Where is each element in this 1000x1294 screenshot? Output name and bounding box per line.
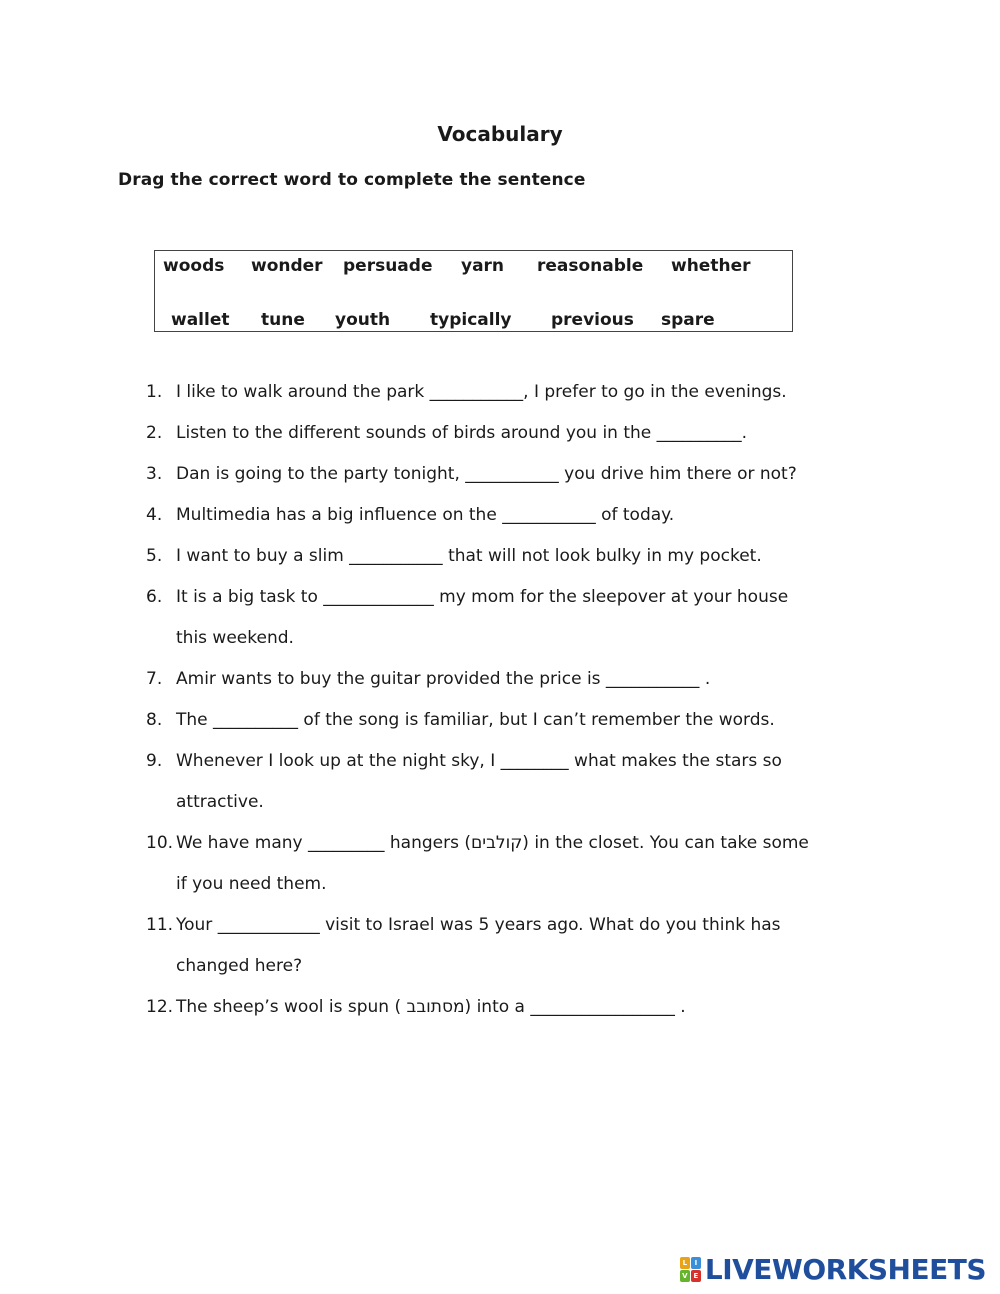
sentence-number: 4. [146, 505, 163, 525]
word-bank-item[interactable]: reasonable [537, 256, 644, 276]
sentence-text: The __________ of the song is familiar, but I can’t remember the words. [176, 710, 775, 730]
logo-text: LIVEWORKSHEETS [704, 1252, 986, 1286]
sentence-number: 12. [146, 997, 174, 1017]
sentence-item [146, 911, 886, 952]
sentence-text: Multimedia has a big influence on the ___________ of today. [176, 505, 675, 525]
word-bank-item[interactable]: previous [551, 310, 634, 330]
sentence-text: Whenever I look up at the night sky, I ________ what makes the stars so [176, 751, 782, 771]
sentence-text: if you need them. [176, 874, 327, 894]
sentence-item [146, 378, 886, 419]
sentence-item [146, 665, 886, 706]
sentence-number: 3. [146, 464, 163, 484]
sentence-number: 9. [146, 751, 163, 771]
sentence-item [146, 583, 886, 624]
sentence-number: 7. [146, 669, 163, 689]
sentence-number: 6. [146, 587, 163, 607]
sentence-text: Dan is going to the party tonight, ___________ you drive him there or not? [176, 464, 797, 484]
sentence-text: this weekend. [176, 628, 294, 648]
instruction-text: Drag the correct word to complete the sentence [118, 170, 586, 190]
sentence-item [146, 460, 886, 501]
sentence-number: 5. [146, 546, 163, 566]
word-bank-item[interactable]: spare [661, 310, 715, 330]
sentence-item [146, 501, 886, 542]
sentence-item [146, 706, 886, 747]
sentence-continuation [146, 870, 886, 911]
sentence-continuation [146, 952, 886, 993]
word-bank-item[interactable]: yarn [461, 256, 505, 276]
page-title: Vocabulary [437, 122, 563, 146]
liveworksheets-logo [680, 1254, 986, 1284]
sentence-text: It is a big task to _____________ my mom for the sleepover at your house [176, 587, 789, 607]
word-bank-item[interactable]: persuade [343, 256, 433, 276]
sentence-continuation [146, 624, 886, 665]
sentence-number: 11. [146, 915, 174, 935]
word-bank-item[interactable]: wonder [251, 256, 323, 276]
sentence-text: changed here? [176, 956, 303, 976]
sentence-item [146, 829, 886, 870]
sentence-text: Listen to the different sounds of birds around you in the __________. [176, 423, 748, 443]
sentence-item [146, 419, 886, 460]
word-bank-item[interactable]: youth [335, 310, 391, 330]
sentence-item [146, 993, 886, 1034]
sentence-list [146, 378, 886, 1034]
sentence-text: I want to buy a slim ___________ that will not look bulky in my pocket. [176, 546, 762, 566]
sentence-text: We have many _________ hangers (קולבים) in the closet. You can take some [176, 833, 809, 853]
sentence-text: The sheep’s wool is spun ( מסתובב) into a _________________ . [176, 997, 686, 1017]
word-bank-item[interactable]: whether [671, 256, 751, 276]
sentence-text: Amir wants to buy the guitar provided the price is ___________ . [176, 669, 711, 689]
logo-blocks-icon: L I V E [680, 1257, 701, 1282]
sentence-number: 1. [146, 382, 163, 402]
sentence-text: Your ____________ visit to Israel was 5 years ago. What do you think has [176, 915, 781, 935]
word-bank-item[interactable]: woods [163, 256, 225, 276]
sentence-item [146, 542, 886, 583]
word-bank-item[interactable]: tune [261, 310, 305, 330]
word-bank [154, 250, 793, 332]
sentence-continuation [146, 788, 886, 829]
sentence-text: I like to walk around the park ___________, I prefer to go in the evenings. [176, 382, 787, 402]
sentence-item [146, 747, 886, 788]
word-bank-item[interactable]: typically [430, 310, 512, 330]
sentence-text: attractive. [176, 792, 264, 812]
sentence-number: 10. [146, 833, 174, 853]
word-bank-item[interactable]: wallet [171, 310, 230, 330]
sentence-number: 2. [146, 423, 163, 443]
sentence-number: 8. [146, 710, 163, 730]
